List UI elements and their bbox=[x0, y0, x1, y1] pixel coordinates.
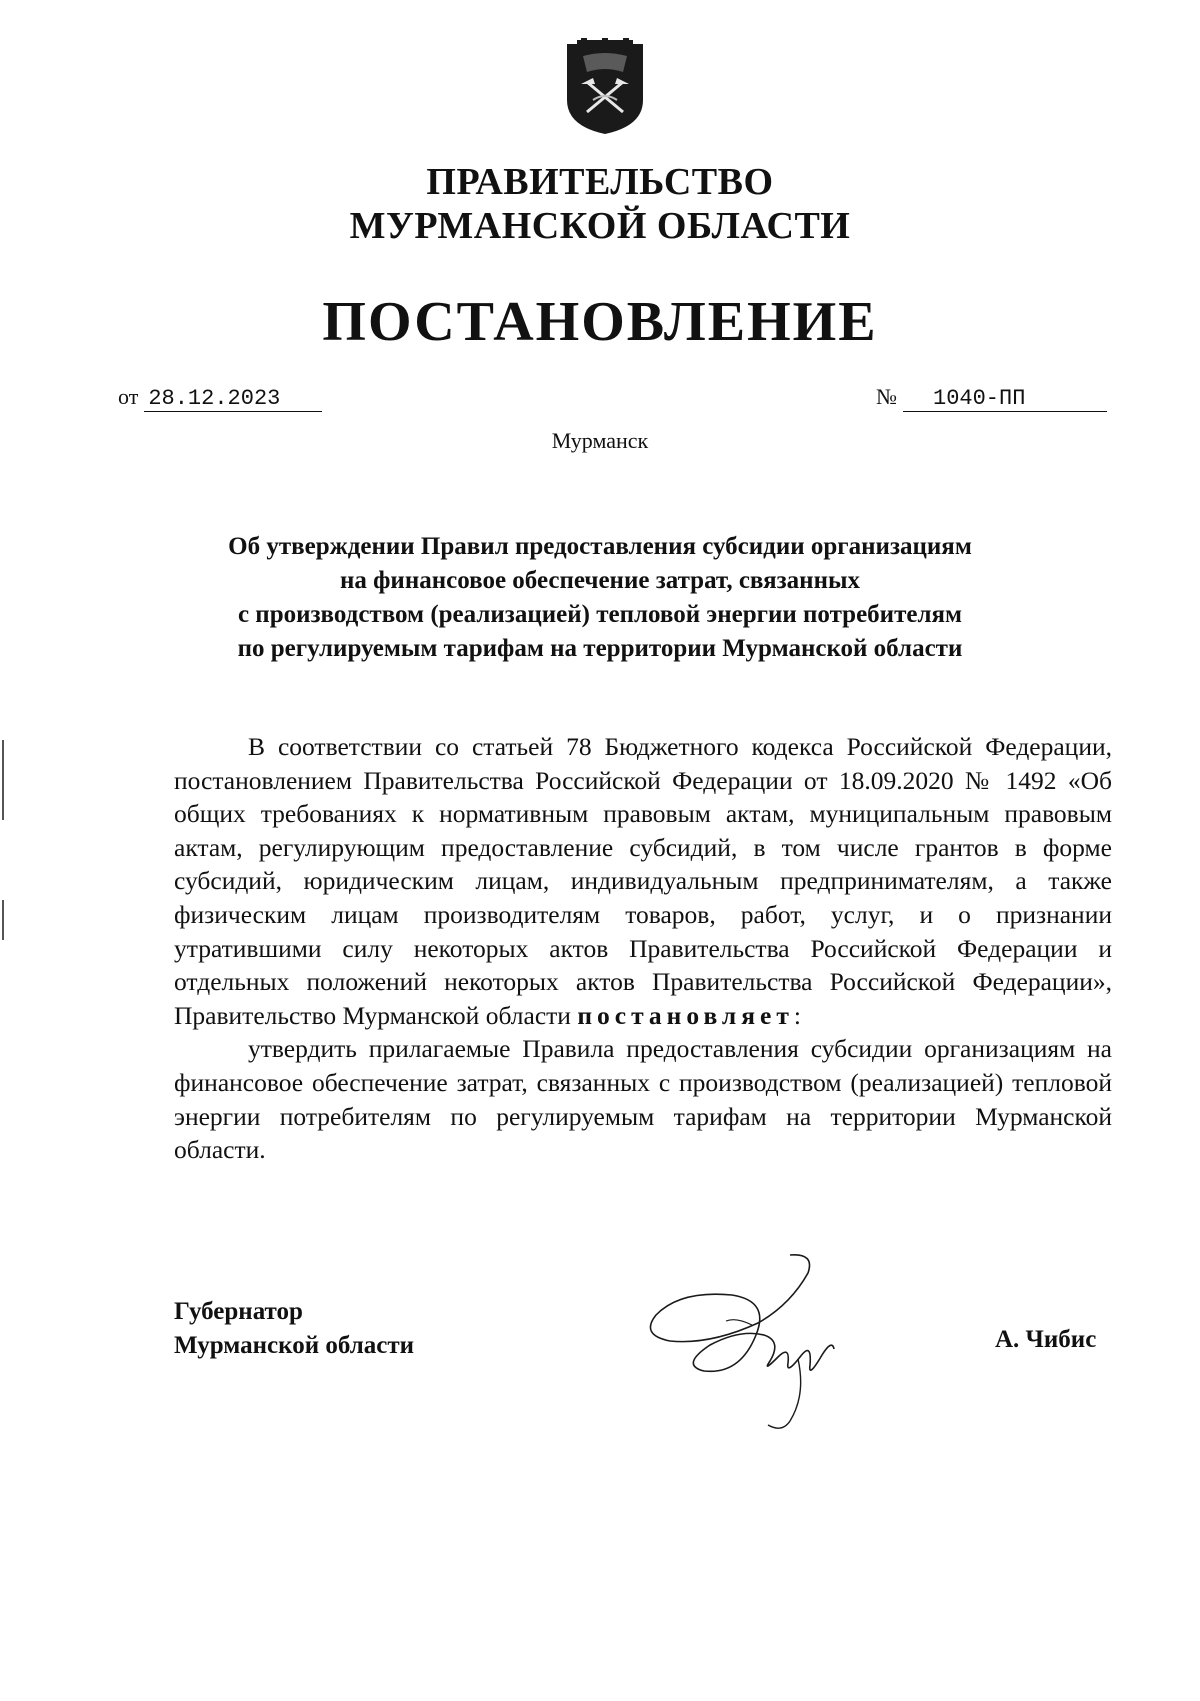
number-field bbox=[876, 384, 1107, 412]
decree-word: постановляет bbox=[577, 1000, 794, 1030]
title-line: на финансовое обеспечение затрат, связанных bbox=[339, 567, 861, 594]
document-body bbox=[174, 730, 1112, 1167]
signatory-name: А. Чибис bbox=[995, 1326, 1097, 1353]
position-line1: Губернатор bbox=[174, 1298, 303, 1325]
preamble-text: В соответствии со статьей 78 Бюджетного кодекса Российской Федерации, постановлением Правительства Российской Федерации от 18.09.2020 № 1492 «Об общих требованиях к нормативным правовым актам, муниципальным правовым актам, регулирующим предоставление субсидий, в том числе грантов в форме субсидий, юридическим лицам, индивидуальным предпринимателям, а также физическим лицам производителям товаров, работ, услуг, и о признании утратившими силу некоторых актов Правительства Российской Федерации и отдельных положений некоторых актов Правительства Российской Федерации», Правительство Мурманской области bbox=[174, 732, 1112, 1030]
position-line2: Мурманской области bbox=[174, 1332, 415, 1359]
decree-colon: : bbox=[793, 1000, 801, 1030]
date-label: от bbox=[118, 384, 139, 409]
date-value: 28.12.2023 bbox=[144, 386, 322, 412]
resolution-paragraph: утвердить прилагаемые Правила предоставления субсидии организациям на финансовое обеспечение затрат, связанных с производством (реализацией) тепловой энергии потребителям по регулируемым тарифам на территории Мурманской области. bbox=[174, 1034, 1112, 1165]
document-title bbox=[160, 530, 1040, 666]
government-name-line2: МУРМАНСКОЙ ОБЛАСТИ bbox=[349, 205, 851, 247]
title-line: Об утверждении Правил предоставления субсидии организациям bbox=[228, 533, 972, 560]
number-label: № bbox=[876, 384, 897, 409]
preamble-paragraph bbox=[174, 730, 1112, 1032]
government-name-line1: ПРАВИТЕЛЬСТВО bbox=[426, 161, 774, 203]
scan-edge-mark bbox=[2, 740, 4, 820]
document-type: ПОСТАНОВЛЕНИЕ bbox=[322, 291, 878, 353]
city-name: Мурманск bbox=[551, 428, 649, 453]
scan-edge-mark bbox=[2, 900, 4, 940]
number-value: 1040-ПП bbox=[903, 386, 1107, 412]
coat-of-arms-emblem bbox=[563, 38, 647, 136]
signatory-position bbox=[174, 1295, 414, 1363]
date-field bbox=[118, 384, 322, 412]
title-line: с производством (реализацией) тепловой энергии потребителям bbox=[237, 601, 963, 628]
title-line: по регулируемым тарифам на территории Мурманской области bbox=[237, 635, 963, 662]
handwritten-signature bbox=[640, 1245, 870, 1435]
